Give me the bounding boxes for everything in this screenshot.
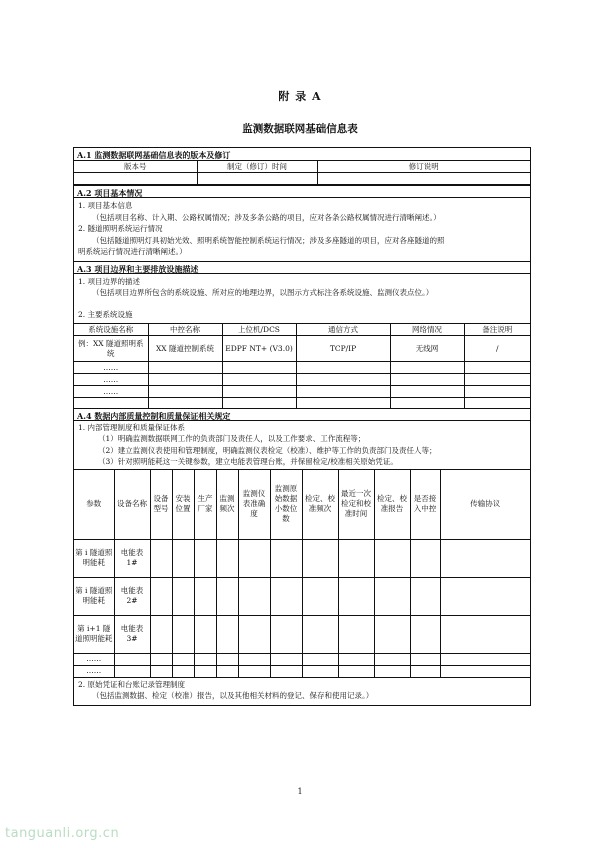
- a4-line: （2）建立监测仪表使用和管理制度，明确监测仪表检定（校准）、维护等工作的负责部门及责任人等；: [98, 445, 437, 455]
- cell: 例：XX 隧道照明系统: [74, 336, 148, 362]
- facility-table: [74, 323, 530, 408]
- col-remarks: 备注说明: [464, 324, 530, 336]
- a2-line: 明系统运行情况进行清晰阐述。）: [78, 247, 187, 256]
- col-manufacturer: 生产厂家: [194, 469, 216, 539]
- section-a4-body: [74, 420, 530, 469]
- a4-line: 2. 原始凭证和台账记录管理制度: [78, 679, 186, 689]
- a4-line: （1）明确监测数据联网工作的负责部门及责任人，以及工作要求、工作流程等；: [98, 434, 366, 443]
- section-a2-heading: A.2 项目基本情况: [74, 185, 530, 197]
- col-last-calibration: 最近一次检定和校准时间: [338, 469, 374, 539]
- col-device-model: 设备型号: [150, 469, 172, 539]
- a2-line: （包括隧道照明灯具初始光效、照明系统智能控制系统运行情况；涉及多座隧道的项目，应对各座隧道的照: [92, 235, 445, 245]
- section-a2-body: [74, 197, 530, 261]
- cell: 无线网: [390, 336, 464, 362]
- col-revision-note: 修订说明: [317, 161, 530, 173]
- device-cell: 电能表 1#: [114, 539, 150, 577]
- page-number: 1: [297, 787, 303, 796]
- section-a3-heading: A.3 项目边界和主要排放设施描述: [74, 261, 530, 273]
- param-cell: 第 i+1 隧道照明能耗: [74, 615, 114, 653]
- param-cell: 第 i 隧道照明能耗: [74, 577, 114, 615]
- section-a1-heading: A.1 监测数据联网基础信息表的版本及修订: [77, 150, 231, 160]
- col-monitor-frequency: 监测频次: [216, 469, 238, 539]
- table-row: [74, 665, 530, 677]
- a3-line: 2. 主要系统设施: [78, 309, 133, 319]
- a4-line: （包括监测数据、检定（校准）报告，以及其他相关材料的登记、保存和使用记录。）: [92, 691, 374, 700]
- a4-line: （3）针对照明能耗这一关键参数，建立电能表管理台账，并保留检定/校准相关原始凭证。: [98, 457, 398, 466]
- col-revision-date: 制定（修订）时间: [197, 161, 317, 173]
- a3-line: 1. 项目边界的描述: [78, 276, 141, 286]
- section-a4-footer: [74, 678, 530, 705]
- table-row: [74, 386, 530, 398]
- ellipsis: ……: [74, 386, 148, 398]
- col-version: 版本号: [74, 161, 197, 173]
- ellipsis: ……: [74, 665, 114, 677]
- ellipsis: ……: [74, 374, 148, 386]
- section-a3-body: [74, 273, 530, 324]
- table-row: [74, 374, 530, 386]
- col-calibration-frequency: 检定、校准频次: [302, 469, 338, 539]
- col-network: 网络情况: [390, 324, 464, 336]
- col-facility-name: 系统设施名称: [74, 324, 148, 336]
- a4-line: 1. 内部管理制度和质量保证体系: [78, 422, 186, 432]
- device-cell: 电能表 3#: [114, 615, 150, 653]
- col-parameter: 参数: [74, 469, 114, 539]
- param-cell: 第 i 隧道照明能耗: [74, 539, 114, 577]
- col-control-name: 中控名称: [148, 324, 222, 336]
- col-host-dcs: 上位机/DCS: [222, 324, 296, 336]
- a2-line: 1. 项目基本信息: [78, 201, 133, 210]
- meter-table: [74, 469, 530, 678]
- version-table: [74, 160, 530, 185]
- table-row: [74, 653, 530, 665]
- device-cell: 电能表 2#: [114, 577, 150, 615]
- table-row: [74, 577, 530, 615]
- a3-line: （包括项目边界所包含的系统设施、所对应的地理边界，以图示方式标注各系统设施、监测仪表点位。）: [92, 288, 434, 297]
- table-row: [74, 539, 530, 577]
- cell: EDPF NT+ (V3.0): [222, 336, 296, 362]
- a2-line: （包括项目名称、计入期、公路权属情况；涉及多条公路的项目，应对各条公路权属情况进行清晰阐述。）: [92, 212, 441, 222]
- a2-line: 2. 隧道照明系统运行情况: [78, 224, 163, 233]
- cell: /: [464, 336, 530, 362]
- col-device-name: 设备名称: [114, 469, 150, 539]
- document-title: 监测数据联网基础信息表: [242, 123, 358, 135]
- col-communication: 通信方式: [296, 324, 390, 336]
- cell: XX 隧道控制系统: [148, 336, 222, 362]
- table-row: [74, 336, 530, 362]
- table-row: [74, 615, 530, 653]
- table-row: [74, 362, 530, 374]
- appendix-title: 附 录 A: [278, 90, 322, 103]
- col-decimal-places: 监测原始数据小数位数: [270, 469, 302, 539]
- site-watermark: tanguanli.org.cn: [5, 826, 120, 841]
- col-central-control: 是否接入中控: [410, 469, 440, 539]
- col-protocol: 传输协议: [440, 469, 530, 539]
- section-a4-heading: A.4 数据内部质量控制和质量保证相关规定: [74, 408, 530, 420]
- cell: TCP/IP: [296, 336, 390, 362]
- ellipsis: ……: [74, 362, 148, 374]
- col-calibration-report: 检定、校准报告: [374, 469, 410, 539]
- col-accuracy: 监测仪表准确度: [238, 469, 270, 539]
- ellipsis: ……: [74, 653, 114, 665]
- col-install-location: 安装位置: [172, 469, 194, 539]
- info-form: [73, 147, 531, 706]
